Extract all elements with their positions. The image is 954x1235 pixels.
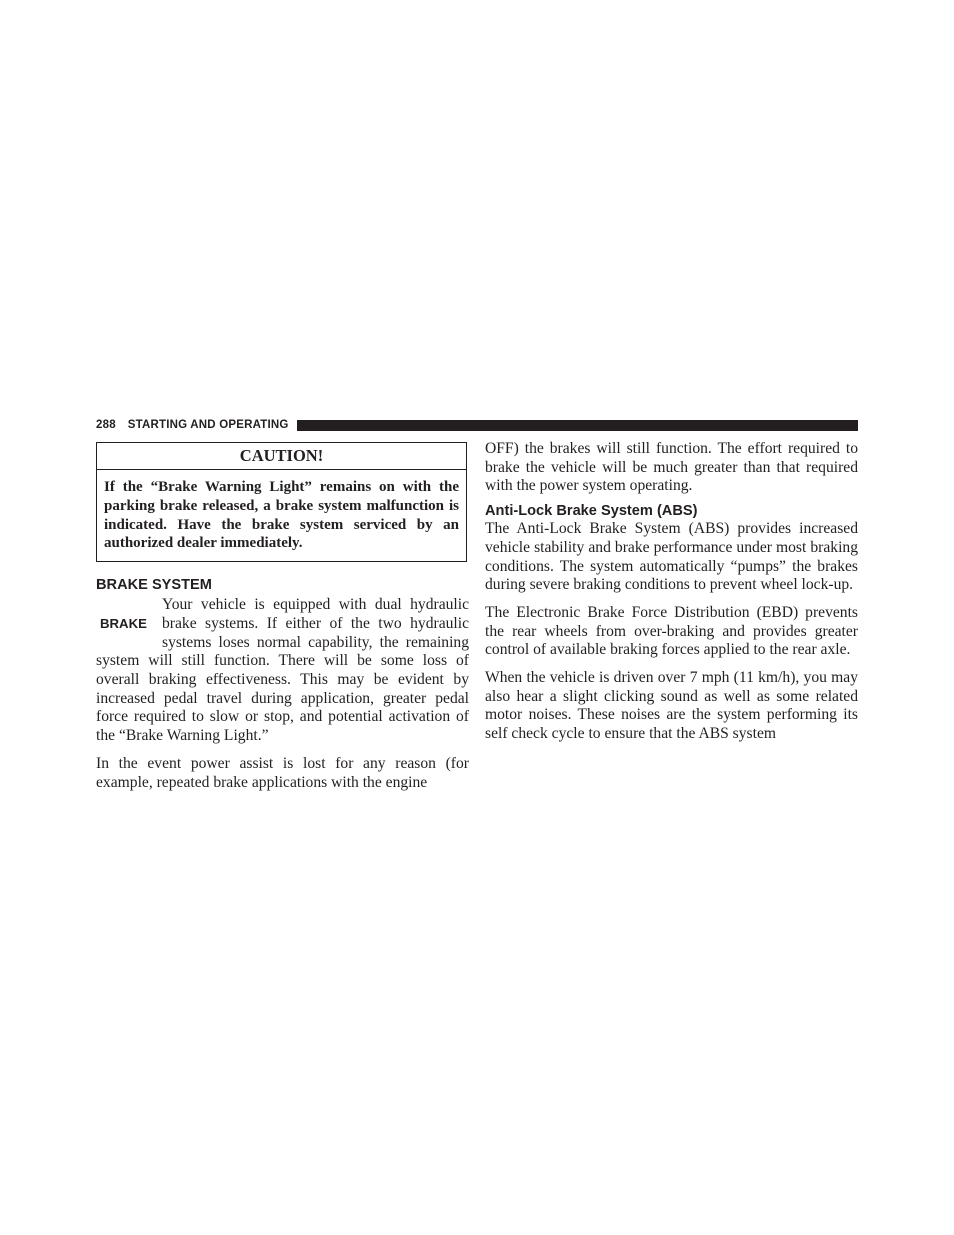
brake-system-heading: BRAKE SYSTEM (96, 577, 212, 594)
brake-system-paragraph-1-text: Your vehicle is equipped with dual hydraulic brake systems. If either of the two hydraulic systems loses normal capability, the remaining system will still function. There will be some loss of overall braking effectiveness. This may be evident by increased pedal travel during application, greater pedal force required to slow or stop, and potential activation of the “Brake Warning Light.” (96, 596, 469, 745)
brake-system-paragraph-2-continued: OFF) the brakes will still function. The effort required to brake the vehicle will be much greater than that required with the power system operating. (485, 440, 858, 495)
brake-system-paragraph-2: In the event power assist is lost for any reason (for example, repeated brake applications with the engine (96, 754, 469, 791)
brake-warning-icon: BRAKE (100, 615, 147, 631)
header-rule (297, 420, 858, 431)
brake-system-paragraph-1 (96, 596, 469, 746)
abs-paragraph-1: The Anti-Lock Brake System (ABS) provides increased vehicle stability and brake performance under most braking conditions. The system automatically “pumps” the brakes during severe braking conditions to prevent wheel lock-up. (485, 520, 858, 594)
caution-box (96, 442, 467, 562)
caution-title: CAUTION! (97, 443, 466, 470)
page-header (96, 417, 858, 433)
abs-paragraph-3: When the vehicle is driven over 7 mph (11 km/h), you may also hear a slight clicking sound as well as some related motor noises. These noises are the system performing its self check cycle to ensure that the ABS system (485, 669, 858, 743)
abs-paragraph-2: The Electronic Brake Force Distribution (EBD) prevents the rear wheels from over-braking and provides greater control of available braking forces applied to the rear axle. (485, 603, 858, 659)
page-number: 288 (96, 419, 116, 431)
section-title: STARTING AND OPERATING (127, 419, 289, 431)
abs-heading: Anti-Lock Brake System (ABS) (485, 503, 698, 520)
right-column (485, 440, 858, 744)
caution-text: If the “Brake Warning Light” remains on with the parking brake released, a brake system malfunction is indicated. Have the brake system serviced by an authorized dealer immediately. (104, 479, 459, 552)
left-column (96, 440, 469, 792)
